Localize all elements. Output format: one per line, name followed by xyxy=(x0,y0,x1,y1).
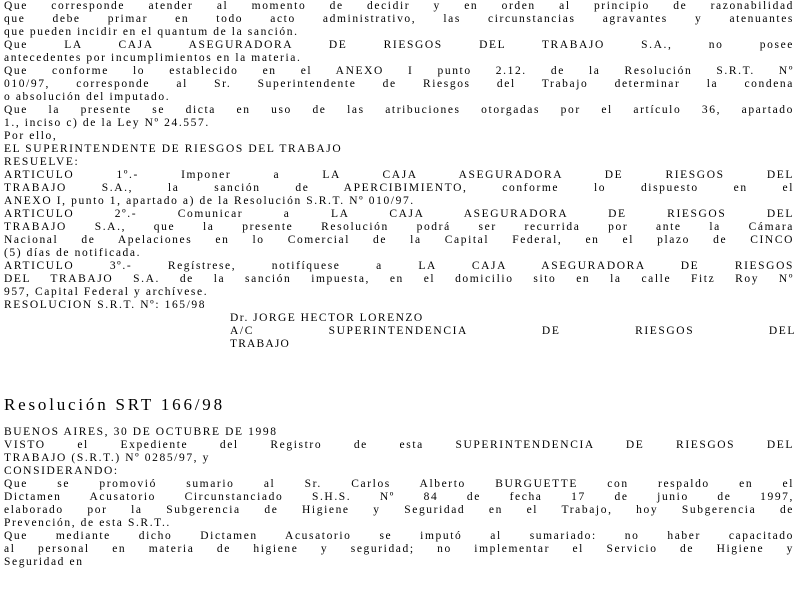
text-line: Dictamen Acusatorio Circunstanciado S.H.S. Nº 84 de fecha 17 de junio de 1997, xyxy=(4,491,794,503)
text-line: TRABAJO S.A., la sanción de APERCIBIMIENTO, conforme lo dispuesto en el xyxy=(4,182,794,194)
signatory-title: A/C SUPERINTENDENCIA DE RIESGOS DEL xyxy=(230,325,796,337)
date-line: BUENOS AIRES, 30 DE OCTUBRE DE 1998 xyxy=(4,426,278,438)
text-line: EL SUPERINTENDENTE DE RIESGOS DEL TRABAJO xyxy=(4,143,343,155)
signatory-title: TRABAJO xyxy=(230,338,290,350)
text-line: Que LA CAJA ASEGURADORA DE RIESGOS DEL TRABAJO S.A., no posee xyxy=(4,39,794,51)
resolution-heading: Resolución SRT 166/98 xyxy=(4,395,225,414)
text-line: RESOLUCION S.R.T. Nº: 165/98 xyxy=(4,299,207,311)
text-line: Nacional de Apelaciones en lo Comercial de la Capital Federal, en el plazo de CINCO xyxy=(4,234,794,246)
text-line: ANEXO I, punto 1, apartado a) de la Resolución S.R.T. Nº 010/97. xyxy=(4,195,415,207)
text-line: Que mediante dicho Dictamen Acusatorio se imputó al sumariado: no haber capacitado xyxy=(4,530,794,542)
text-line: Que se promovió sumario al Sr. Carlos Alberto BURGUETTE con respaldo en el xyxy=(4,478,794,490)
text-line: 957, Capital Federal y archívese. xyxy=(4,286,209,298)
text-line: Que la presente se dicta en uso de las atribuciones otorgadas por el artículo 36, apartado xyxy=(4,104,794,116)
text-line: que pueden incidir en el quantum de la sanción. xyxy=(4,26,299,38)
text-line: Prevención, de esta S.R.T.. xyxy=(4,517,171,529)
text-line: (5) días de notificada. xyxy=(4,247,142,259)
text-line: o absolución del imputado. xyxy=(4,91,171,103)
text-line: 010/97, corresponde al Sr. Superintendente de Riesgos del Trabajo determinar la condena xyxy=(4,78,794,90)
text-line: antecedentes por incumplimientos en la materia. xyxy=(4,52,302,64)
text-line: Que conforme lo establecido en el ANEXO I punto 2.12. de la Resolución S.R.T. Nº xyxy=(4,65,794,77)
text-line: RESUELVE: xyxy=(4,156,80,168)
text-line: Por ello, xyxy=(4,130,58,142)
text-line: ARTICULO 1º.- Imponer a LA CAJA ASEGURADORA DE RIESGOS DEL xyxy=(4,169,794,181)
text-line: Seguridad en xyxy=(4,556,84,568)
text-line: ARTICULO 3º.- Regístrese, notifíquese a LA CAJA ASEGURADORA DE RIESGOS xyxy=(4,260,794,272)
text-line: ARTICULO 2º.- Comunicar a LA CAJA ASEGURADORA DE RIESGOS DEL xyxy=(4,208,794,220)
text-line: Que corresponde atender al momento de decidir y en orden al principio de razonabilidad xyxy=(4,0,794,12)
text-line: elaborado por la Subgerencia de Higiene y Seguridad en el Trabajo, hoy Subgerencia de xyxy=(4,504,794,516)
text-line: que debe primar en todo acto administrativo, las circunstancias agravantes y atenuantes xyxy=(4,13,794,25)
text-line: DEL TRABAJO S.A. de la sanción impuesta, en el domicilio sito en la calle Fitz Roy Nº xyxy=(4,273,794,285)
text-line: TRABAJO (S.R.T.) Nº 0285/97, y xyxy=(4,452,210,464)
text-line: CONSIDERANDO: xyxy=(4,465,119,477)
text-line: 1., inciso c) de la Ley Nº 24.557. xyxy=(4,117,210,129)
text-line: al personal en materia de higiene y seguridad; no implementar el Servicio de Higiene y xyxy=(4,543,794,555)
signatory-name: Dr. JORGE HECTOR LORENZO xyxy=(230,312,424,324)
text-line: TRABAJO S.A., que la presente Resolución podrá ser recurrida por ante la Cámara xyxy=(4,221,794,233)
text-line: VISTO el Expediente del Registro de esta SUPERINTENDENCIA DE RIESGOS DEL xyxy=(4,439,794,451)
